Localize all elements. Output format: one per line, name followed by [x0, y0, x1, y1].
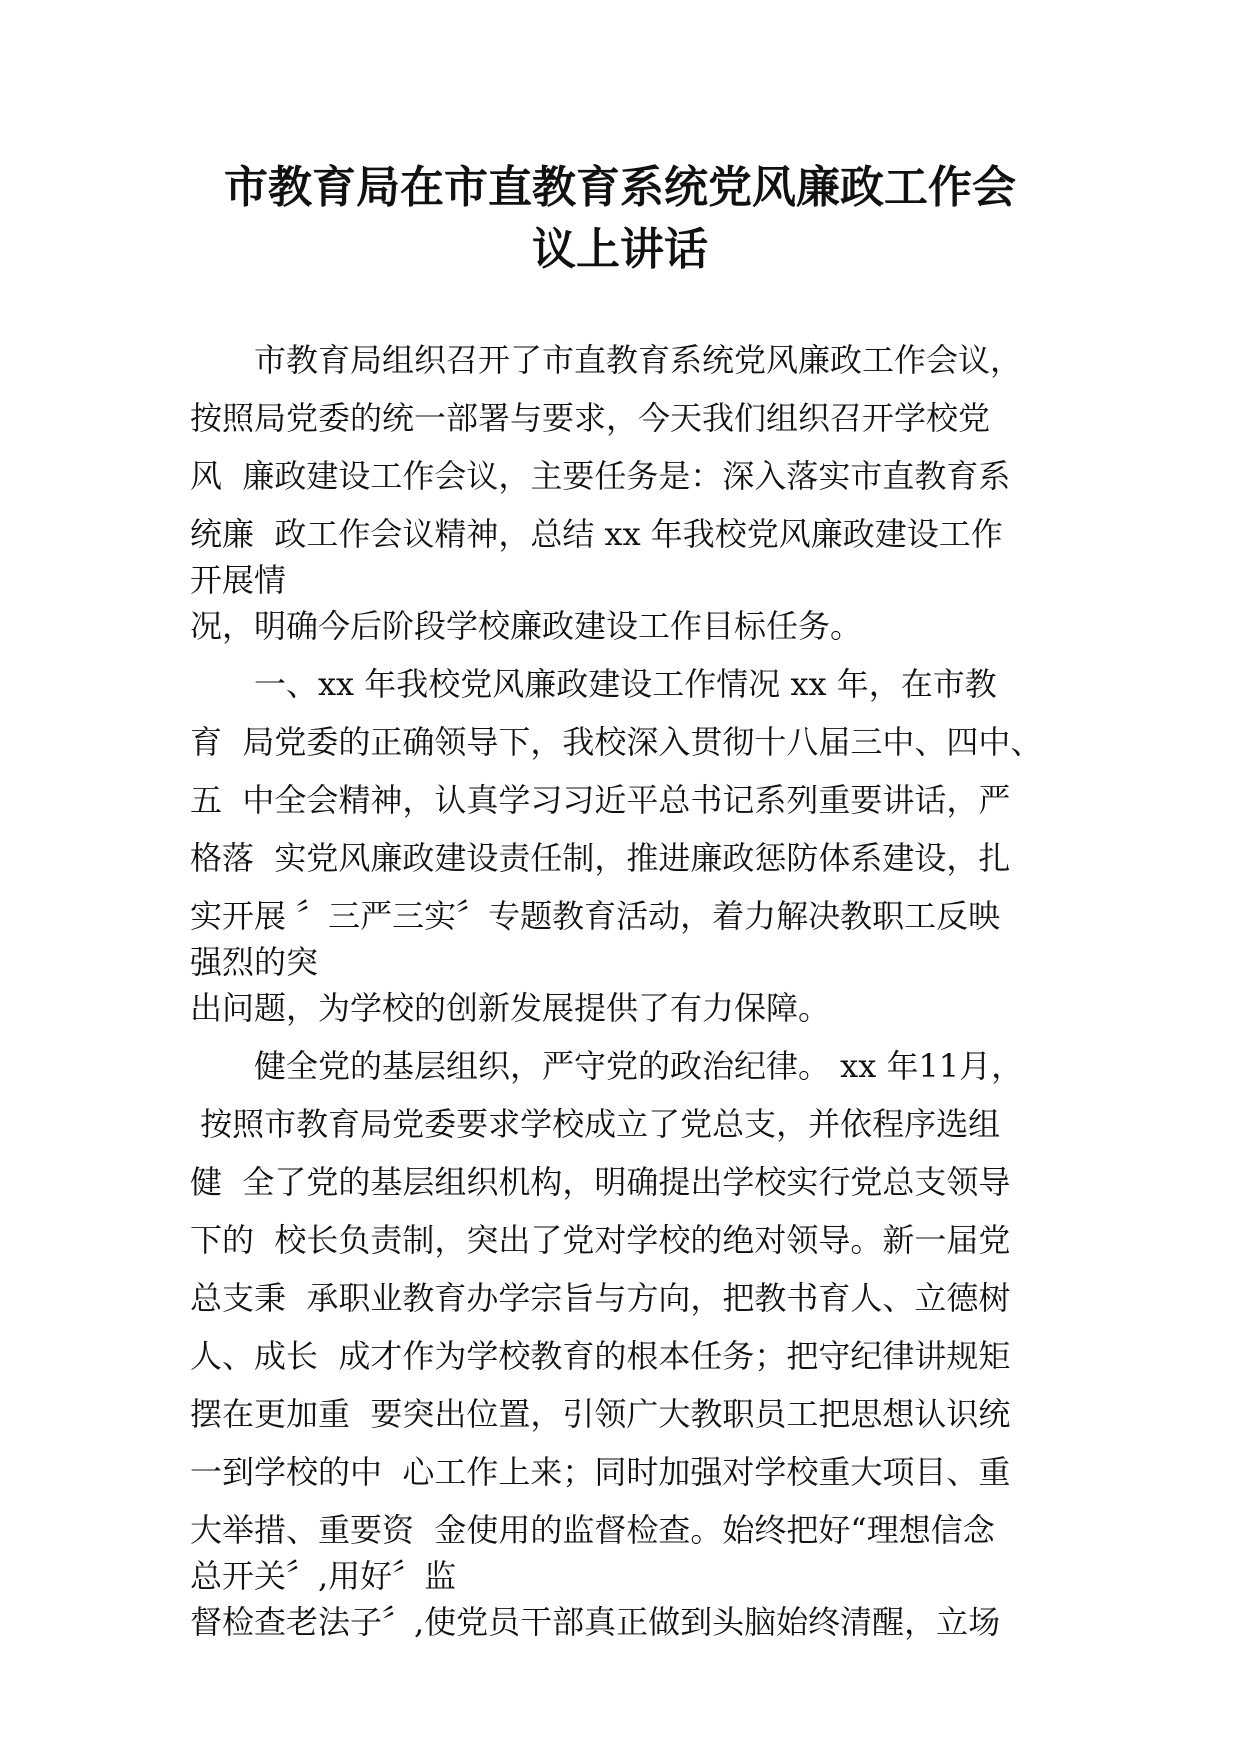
- body-line: 风 廉政建设工作会议，主要任务是：深入落实市直教育系: [190, 457, 1011, 495]
- body-line: 统廉 政工作会议精神，总结 xx 年我校党风廉政建设工作: [190, 515, 1003, 553]
- body-line: 督检查老法子〞,使党员干部真正做到头脑始终清醒，立场: [190, 1603, 1001, 1641]
- body-line: 下的 校长负责制，突出了党对学校的绝对领导。新一届党: [190, 1221, 1011, 1259]
- body-line: 人、成长 成才作为学校教育的根本任务；把守纪律讲规矩: [190, 1337, 1011, 1375]
- body-line: 大举措、重要资 金使用的监督检查。始终把好“理想信念: [190, 1511, 995, 1549]
- body-line: 一、xx 年我校党风廉政建设工作情况 xx 年，在市教: [190, 665, 997, 703]
- body-line: 总开关〞,用好〞监: [190, 1557, 457, 1595]
- body-line: 一到学校的中 心工作上来；同时加强对学校重大项目、重: [190, 1453, 1011, 1491]
- body-line: 五 中全会精神，认真学习习近平总书记系列重要讲话，严: [190, 781, 1011, 819]
- body-line: 出问题，为学校的创新发展提供了有力保障。: [190, 989, 831, 1027]
- body-line: 育 局党委的正确领导下，我校深入贯彻十八届三中、四中、: [190, 723, 1043, 761]
- body-line: 实开展 〞三严三实〞专题教育活动，着力解决教职工反映: [190, 897, 1001, 935]
- body-line: 格落 实党风廉政建设责任制，推进廉政惩防体系建设，扎: [190, 839, 1011, 877]
- body-line: 按照市教育局党委要求学校成立了党总支，并依程序选组: [190, 1105, 1001, 1143]
- body-line: 总支秉 承职业教育办学宗旨与方向，把教书育人、立德树: [190, 1279, 1011, 1317]
- body-line: 况，明确今后阶段学校廉政建设工作目标任务。: [190, 607, 863, 645]
- body-line: 健全党的基层组织，严守党的政治纪律。 xx 年11月，: [190, 1047, 1024, 1085]
- document-title-line-1: 市教育局在市直教育系统党风廉政工作会: [224, 162, 1016, 213]
- body-line: 强烈的突: [190, 943, 319, 981]
- body-line: 开展情: [190, 561, 287, 599]
- body-line: 摆在更加重 要突出位置，引领广大教职员工把思想认识统: [190, 1395, 1011, 1433]
- body-line: 按照局党委的统一部署与要求，今天我们组织召开学校党: [190, 399, 991, 437]
- body-line: 市教育局组织召开了市直教育系统党风廉政工作会议，: [190, 341, 1023, 379]
- document-title-line-2: 议上讲话: [532, 224, 708, 275]
- body-line: 健 全了党的基层组织机构，明确提出学校实行党总支领导: [190, 1163, 1011, 1201]
